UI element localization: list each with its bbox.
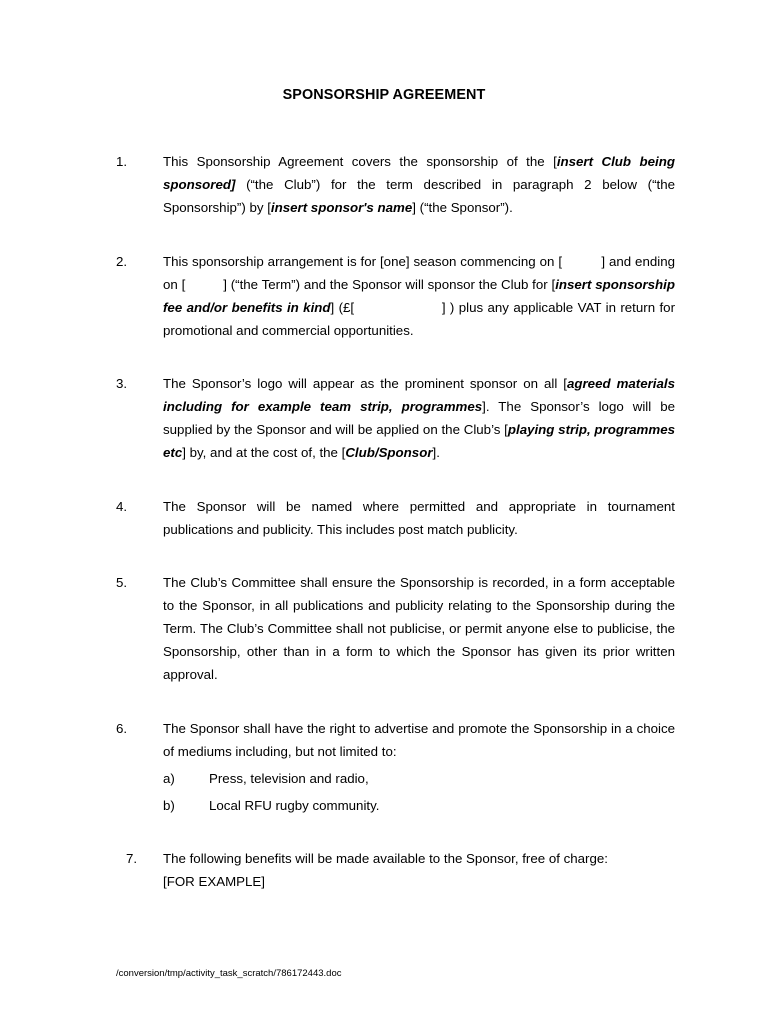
- clause-text-bold-italic: Club/Sponsor: [345, 445, 433, 460]
- clause-number: 4.: [116, 499, 128, 514]
- clause-text-bold-italic: playing strip, programmes etc: [163, 422, 675, 460]
- clause-6: [116, 717, 676, 763]
- clause-text-bold-italic: insert sponsor's name: [270, 200, 413, 215]
- clause-text: [163, 250, 679, 342]
- clause-number: 2.: [116, 254, 128, 269]
- clause-number: 5.: [116, 575, 128, 590]
- clause-text-bold-italic: agreed materials including for example team strip, programmes: [163, 376, 675, 414]
- sub-item-b: [163, 794, 683, 817]
- clause-text: The Club’s Committee shall ensure the Sponsorship is recorded, in a form acceptable to the Sponsor, in all publications and publicity relating to the Sponsorship during the Term. The Club’s Committee shall not publicise, or permit anyone else to publicise, the Sponsorship, other than in a form to which the Sponsor has given its prior written approval.: [163, 575, 675, 682]
- clause-5: [116, 571, 676, 686]
- sub-item-text: Local RFU rugby community.: [209, 798, 380, 813]
- clause-text-run: ].: [432, 445, 440, 460]
- clause-text-bold-italic: insert sponsorship fee and/or benefits in kind: [163, 277, 679, 315]
- clause-number: 3.: [116, 376, 128, 391]
- clause-text: [163, 150, 675, 219]
- clause-text-run: ] (£[ ] ) plus any applicable VAT in return for promotional and commercial opportunities.: [163, 300, 679, 338]
- clause-text-run: This Sponsorship Agreement covers the sponsorship of the [: [163, 154, 557, 169]
- clause-7-number: 7.: [126, 851, 138, 866]
- clause-1: [116, 150, 676, 219]
- sub-item-label: b): [163, 798, 175, 813]
- clause-text: [163, 372, 675, 464]
- clause-7-text: The following benefits will be made available to the Sponsor, free of charge:: [163, 851, 608, 866]
- sub-item-text: Press, television and radio,: [209, 771, 369, 786]
- clause-7-example: [FOR EXAMPLE]: [163, 874, 265, 889]
- clause-text-run: ] by, and at the cost of, the [: [182, 445, 346, 460]
- sub-item-a: [163, 767, 683, 790]
- clause-number: 1.: [116, 154, 128, 169]
- clause-text-run: ] (“the Sponsor”).: [412, 200, 513, 215]
- clause-2: [116, 250, 679, 342]
- clause-4: [116, 495, 676, 541]
- sub-item-label: a): [163, 771, 175, 786]
- footer-file-path: /conversion/tmp/activity_task_scratch/786172443.doc: [116, 968, 342, 979]
- clause-text: The Sponsor will be named where permitted and appropriate in tournament publications and publicity. This includes post match publicity.: [163, 499, 675, 537]
- clause-text-run: The Sponsor’s logo will appear as the prominent sponsor on all [: [163, 376, 567, 391]
- clause-number: 6.: [116, 721, 128, 736]
- clause-text: The Sponsor shall have the right to advertise and promote the Sponsorship in a choice of mediums including, but not limited to:: [163, 721, 675, 759]
- clause-text-run: ]. The Sponsor’s logo will be supplied by the Sponsor and will be applied on the Club’s [: [163, 399, 676, 437]
- clause-text-run: (“the Club”) for the term described in paragraph 2 below (“the Sponsorship”) by [: [163, 177, 675, 215]
- clause-text-run: This sponsorship arrangement is for [one] season commencing on [ ] and ending on [ ] (“the Term”) and the Sponsor will sponsor the Club for [: [163, 254, 679, 292]
- clause-3: [116, 372, 676, 464]
- clause-text-bold-italic: insert Club being sponsored]: [163, 154, 675, 192]
- document-title: SPONSORSHIP AGREEMENT: [282, 87, 486, 103]
